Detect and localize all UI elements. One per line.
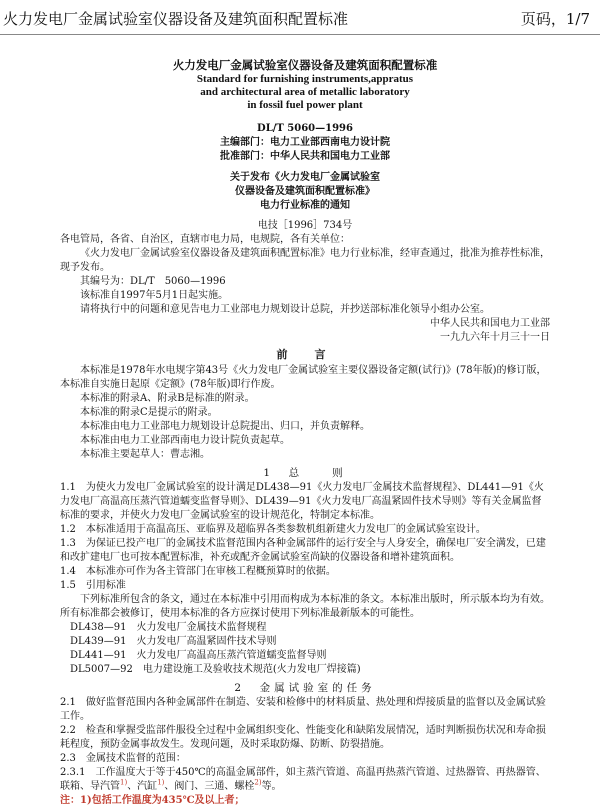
notice-ref: 电技［1996］734号 <box>257 220 353 231</box>
section-2-heading: 2 金属试验室的任务 <box>234 682 376 694</box>
notice-title-2: 仪器设备及建筑面积配置标准》 <box>235 186 375 197</box>
page-indicator: 页码，1/7 <box>520 10 590 28</box>
notice-title-3: 电力行业标准的通知 <box>260 200 350 211</box>
notice-sign-org: 中华人民共和国电力工业部 <box>430 318 550 329</box>
notice-salutation: 各电管局，各省、自治区，直辖市电力局，电规院，各有关单位： <box>60 234 350 245</box>
foreword-p2: 本标准的附录A、附录B是标准的附录。 <box>80 393 255 404</box>
clause-2-3-1-part-a: 2.3.1 工作温度大于等于450℃的高温金属部件，如主蒸汽管道、高温再热蒸汽管道、过热器管、再热器管、联箱、导汽管 <box>60 767 546 792</box>
clause-2-2: 2.2 检查和掌握受监部件服役全过程中金属组织变化、性能变化和缺陷发展情况，适时判断损伤状况和寿命损耗程度，预防金属事故发生。发现问题，及时采取防爆、防断、防裂措施。 <box>60 725 546 750</box>
clause-1-2: 1.2 本标准适用于高温高压、亚临界及超临界各类参数机组新建火力发电厂的金属试验室设计。 <box>60 524 486 535</box>
notice-body-2: 其编号为：DL/T 5060—1996 <box>80 276 226 287</box>
notice-title-1: 关于发布《火力发电厂金属试验室 <box>230 172 380 183</box>
foreword-p3: 本标准的附录C是提示的附录。 <box>80 407 218 418</box>
ref-standard: DL5007—92 电力建设施工及验收技术规范(火力发电厂焊接篇) <box>70 664 361 675</box>
clause-2-3-1 <box>60 766 550 794</box>
clause-1-3: 1.3 为保证已投产电厂的金属技术监督范围内各种金属部件的运行安全与人身安全，确保电厂安全满发，已建和改扩建电厂也可按本配置标准，补充或配齐金属试验室尚缺的仪器设备和增补建筑面积。 <box>60 538 546 563</box>
footnote-ref: 1) <box>120 778 128 787</box>
ref-standard: DL438—91 火力发电厂金属技术监督规程 <box>70 622 267 633</box>
clause-2-3-1-part-b: 、汽缸 <box>127 781 158 792</box>
document-body <box>60 58 550 808</box>
standard-code: DL/T 5060—1996 <box>257 123 353 134</box>
clause-2-3-1-part-c: 、阀门、三通、螺栓 <box>164 781 255 792</box>
header-title: 火力发电厂金属试验室仪器设备及建筑面积配置标准 <box>3 10 349 28</box>
foreword-p6: 本标准主要起草人：曹志湘。 <box>80 449 210 460</box>
dept-main: 主编部门：电力工业部西南电力设计院 <box>220 137 390 148</box>
clause-2-3: 2.3 金属技术监督的范围： <box>60 753 186 764</box>
clause-1-4: 1.4 本标准亦可作为各主管部门在审核工程概预算时的依据。 <box>60 566 336 577</box>
ref-standard: DL439—91 火力发电厂高温紧固件技术导则 <box>70 636 277 647</box>
cn-title: 火力发电厂金属试验室仪器设备及建筑面积配置标准 <box>172 58 438 72</box>
dept-approve: 批准部门：中华人民共和国电力工业部 <box>220 151 390 162</box>
foreword-p1: 本标准是1978年水电规字第43号《火力发电厂金属试验室主要仪器设备定额(试行)》(78年版)的修订版，本标准自实施日起原《定额》(78年版)即行作废。 <box>60 365 547 390</box>
footnote-ref: 1) <box>157 778 165 787</box>
page-header <box>0 0 600 35</box>
ref-standard: DL441—91 火力发电厂高温高压蒸汽管道蠕变监督导则 <box>70 650 327 661</box>
section-1-heading: 1 总 则 <box>263 467 347 479</box>
foreword-p4: 本标准由电力工业部电力规划设计总院提出、归口，并负责解释。 <box>80 421 370 432</box>
foreword-p5: 本标准由电力工业部西南电力设计院负责起草。 <box>80 435 290 446</box>
clause-2-1: 2.1 做好监督范围内各种金属部件在制造、安装和检修中的材料质量、热处理和焊接质量的监督以及金属试验工作。 <box>60 697 546 722</box>
foreword-heading: 前 言 <box>276 348 334 361</box>
footnote-ref: 2) <box>254 778 262 787</box>
en-title-line-2: and architectural area of metallic laboratory <box>200 86 410 98</box>
en-title-line-1: Standard for furnishing instruments,appratus <box>196 73 414 85</box>
notice-body-1: 《火力发电厂金属试验室仪器设备及建筑面积配置标准》电力行业标准，经审查通过，批准为推荐性标准，现予发布。 <box>60 248 550 273</box>
note-line: 注：1)包括工作温度为435℃及以上者； <box>60 795 245 806</box>
clause-1-1: 1.1 为使火力发电厂金属试验室的设计满足DL438—91《火力发电厂金属技术监督规程》、DL441—91《火力发电厂高温高压蒸汽管道蠕变监督导则》、DL439—91《火力发电厂高温紧固件技术导则》等有关金属监督标准的要求，并使火力发电厂金属试验室的设计规范化，特制定本标准。 <box>60 482 544 521</box>
clause-1-5: 1.5 引用标准 <box>60 580 126 591</box>
clause-2-3-1-part-d: 等。 <box>261 781 282 792</box>
notice-body-4: 请将执行中的问题和意见告电力工业部电力规划设计总院，并抄送部标准化领导小组办公室。 <box>80 304 490 315</box>
notice-body-3: 该标准自1997年5月1日起实施。 <box>80 290 229 301</box>
notice-sign-date: 一九九六年十月三十一日 <box>440 332 550 343</box>
en-title-line-3: in fossil fuel power plant <box>247 99 363 111</box>
clause-1-5-body: 下列标准所包含的条文，通过在本标准中引用而构成为本标准的条文。本标准出版时，所示版本均为有效。所有标准都会被修订，使用本标准的各方应探讨使用下列标准最新版本的可能性。 <box>60 594 550 619</box>
